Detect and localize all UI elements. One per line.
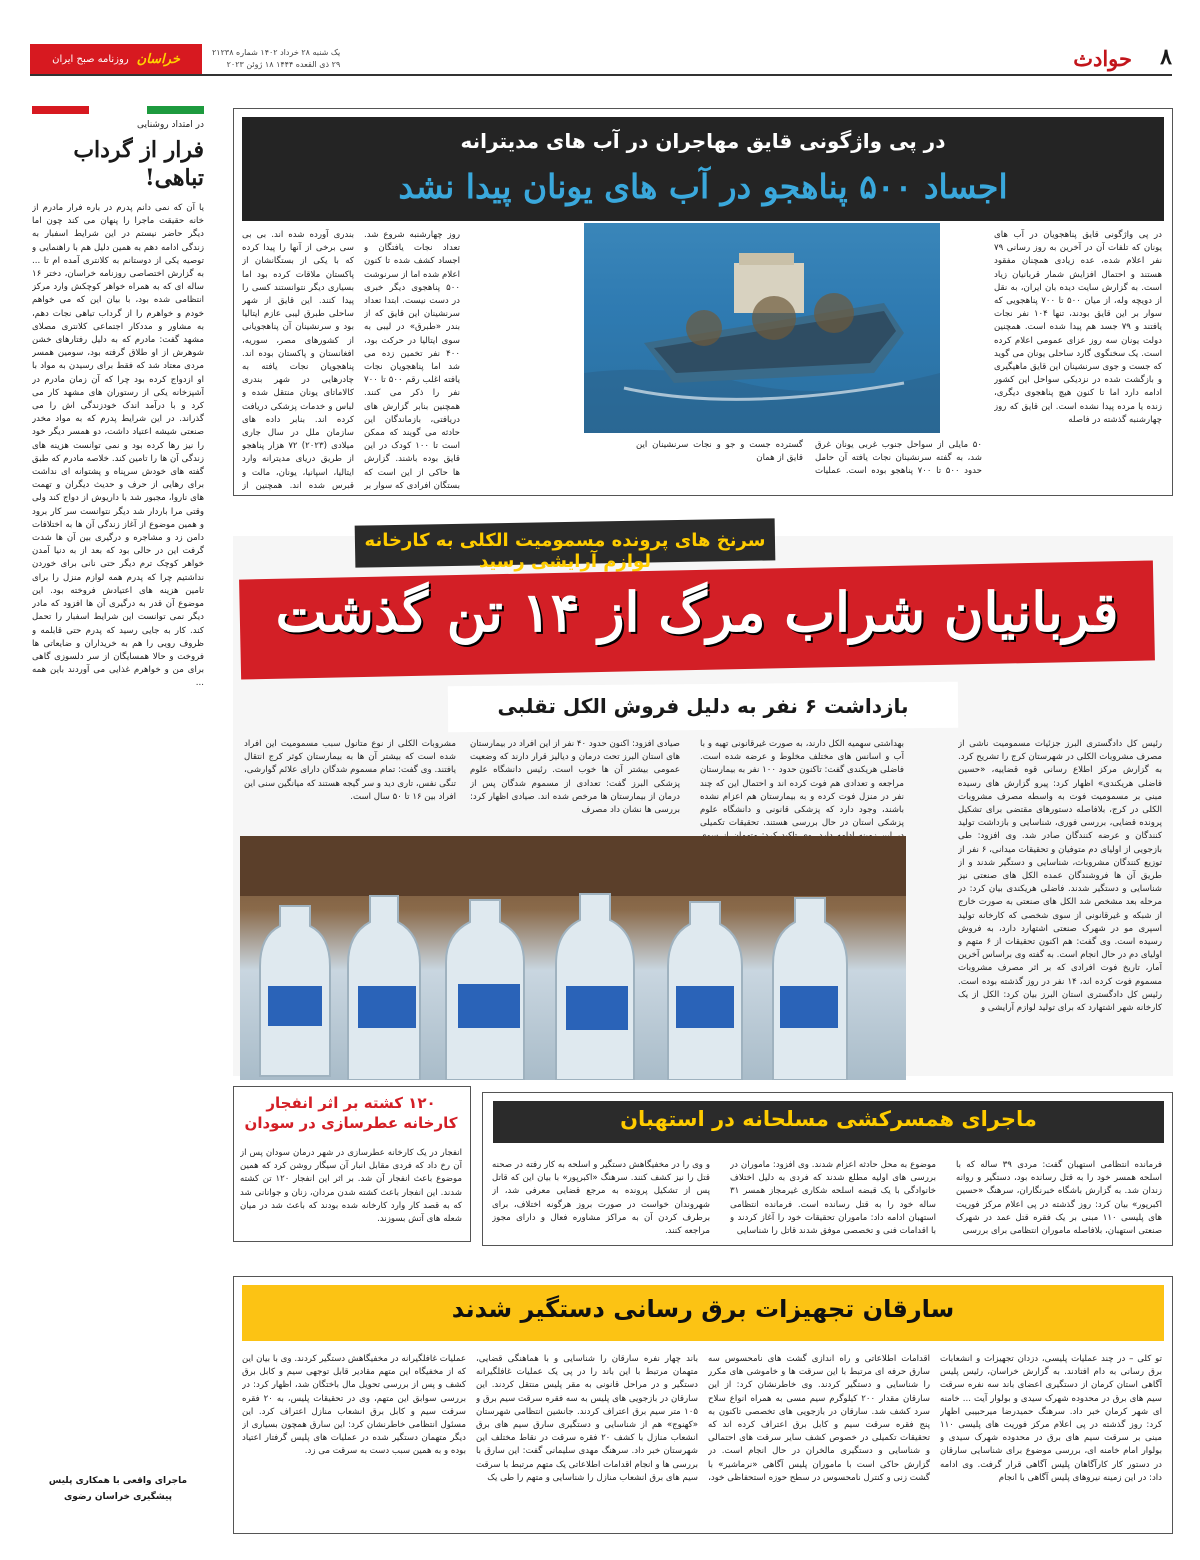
story-spousal-murder [482, 1092, 1173, 1246]
story2-col-4: مشروبات الکلی از نوع متانول سبب مسمومیت این افراد شده است که بیشتر آن ها به بیمارستان کوثر کرج انتقال یافتند. وی گفت: تمام مسموم شدگان دارای علائم گوارشی، تنگی نفس، تاری دید و سر گیجه هستند که میانگین سنی این افراد بین ۱۶ تا ۵۰ سال است. [244, 739, 456, 802]
story5-col-3: باند چهار نفره سارقان را شناسایی و با هماهنگی قضایی، متهمان مرتبط با این باند را در پی یک عملیات غافلگیرانه دستگیر و در مراحل قانونی به مقر پلیس منتقل کردند. این سارقان در بازجویی های پلیس به سه فقره سرقت سیم برق و ۱۰۵ متر سیم برق اعتراف کردند. جانشین انتظامی شهرستان «کهنوج» هم از شناسایی و دستگیری سارق سیم های برق انشعاب منازل با کشف ۲۰ فقره سرقت در نقاط مختلف این شهرستان خبر داد. سرهنگ مهدی سلیمانی گفت: این سارق با بررسی ها و انجام اقدامات اطلاعاتی یک متهم مرتبط با سرقت سیم های برق انشعاب منازل را شناسایی و متهم را طی یک [476, 1354, 698, 1483]
story2-col-2: بهداشتی سهمیه الکل دارند، به صورت غیرقانونی تهیه و با آب و اسانس های مختلف مخلوط و عرضه شده است. فاضلی هریکندی گفت: تاکنون حدود ۱۰۰ نفر به بیمارستان مراجعه و تعدادی هم فوت کرده اند و احتمال این که چند نفر در منزل فوت کرده و به بیمارستان هم اعزام نشده باشند، وجود دارد که پزشکی قانونی و دانشگاه علوم پزشکی استان در حال بررسی هستند. تحقیقات تکمیلی [700, 739, 904, 829]
story2-headline: قربانیان شراب مرگ از ۱۴ تن گذشت [275, 580, 1119, 644]
story5-col-4: عملیات غافلگیرانه در مخفیگاهش دستگیر کردند. وی با بیان این که از مخفیگاه این متهم مقادیر قابل توجهی سیم و کابل برق کشف و پس از بررسی تحویل مال باختگان شد، اظهار کرد: در بررسی سوابق این متهم، وی در تحقیقات پلیس، به ۲۰ فقره سرقت سیم و کابل برق انشعاب منازل اعتراف کرد. این مسئول انتظامی خاطرنشان کرد: این سارق همچون بسیاری از دیگر متهمان دستگیر شده در عملیات های پلیس گرفتار اعتیاد بوده و به همین سبب دست به سرقت می زد. [242, 1354, 466, 1457]
side-title: فرار از گرداب تباهی! [73, 137, 204, 191]
page-header [30, 44, 1172, 76]
logo-tagline: روزنامه صبح ایران [52, 53, 129, 65]
story3-col-3: و وی را در مخفیگاهش دستگیر و اسلحه به کار رفته در صحنه قتل را نیز کشف کنند. سرهنگ «اکبرپور» با بیان این که قاتل پس از تشکیل پرونده به مرجع قضایی معرفی شد، از شهروندان خواست در صورت بروز هرگونه اختلاف، برای برطرف کردن آن به مراکز مشاوره فعال و دارای مجوز مراجعه کنند. [492, 1160, 710, 1237]
story1-col-4: بندری آورده شده اند. بی بی سی برخی از آنها را پیدا کرده که با یکی از بستگانشان از پاکستان ملاقات کرده بود اما بسیاری دیگر نتوانستند کسی را پیدا کنند. این قایق از شهر ساحلی طبرق لیبی عازم ایتالیا بود و سرنشینان آن پناهجویانی از کشورهای مصر، سوریه، افغانستان و پاکستان بوده اند. پناهجویان نجات یافته به چادرهایی در شهر بندری کالاماتای یونان منتقل شده و لباس و خدمات پزشکی دریافت کرده اند. بنابر داده های سازمان ملل در سال جاری میلادی (۲۰۲۳) ۷۲ هزار پناهجو از طریق دریای مدیترانه وارد ایتالیا، اسپانیا، یونان، مالت و قبرس شده اند. همچنین از [242, 230, 354, 491]
story2-subhead: بازداشت ۶ نفر به دلیل فروش الکل تقلبی [497, 694, 909, 718]
date-line-1: یک شنبه ۲۸ خرداد ۱۴۰۲ شماره ۲۱۲۳۸ [212, 48, 341, 57]
story-migrant-boat [233, 108, 1173, 496]
story2-col-3: صیادی افزود: اکنون حدود ۴۰ نفر از این افراد در بیمارستان های استان البرز تحت درمان و دیالیز قرار دارند که وضعیت عمومی بیشتر آن ها خوب است. رئیس دانشگاه علوم پزشکی البرز گفت: تعدادی از مسموم شدگان پس از درمان از بیمارستان ها مرخص شده اند. صیادی اظهار کرد: بررسی ها نشان داد مصرف [470, 739, 680, 816]
story1-col-1: در پی واژگونی قایق پناهجویان در آب های یونان که تلفات آن در آخرین به روز رسانی ۷۹ نفر اعلام شده، عده زیادی همچنان مفقود هستند و احتمال افزایش شمار قربانیان زیاد است. به گزارش سایت دیده بان ایران، به نقل از دویچه وله، از میان ۵۰۰ تا ۷۰۰ پناهجویی که سوار بر این قایق بودند، تنها ۱۰۴ نفر نجات یافتند و ۷۹ جسد هم پیدا شده است. همچنین دولت یونان سه روز عزای عمومی اعلام کرده است. یک سخنگوی گارد ساحلی یونان می گوید که جست و جوی سرنشینان این قایق ماهیگیری و بازگشت شده در نزدیکی سواحل این کشور ادامه دارد اما تا کنون هیچ پناهجوی دیگری، زنده یا مرده پیدا نشده است. این قایق که روز چهارشنبه گذشته در فاصله [994, 230, 1162, 425]
story1-headline: اجساد ۵۰۰ پناهجو در آب های یونان پیدا نشد [398, 167, 1008, 206]
side-column [32, 108, 204, 1528]
story2-kicker: سرنخ های پرونده مسمومیت الکلی به کارخانه لوازم آرایشی رسید [364, 530, 766, 572]
boat-illustration [584, 223, 940, 433]
side-kicker: در امتداد روشنایی [136, 120, 204, 130]
story5-col-2: اقدامات اطلاعاتی و راه اندازی گشت های نامحسوس سه سارق حرفه ای مرتبط با این سرقت ها و خاموشی های مکرر را شناسایی و دستگیر کردند. وی خاطرنشان کرد: از این سارقان مقدار ۲۰۰ کیلوگرم سیم مسی به همراه انواع سلاح سرد کشف شد. سارقان در بازجویی های تخصصی تاکنون به پنج فقره سرقت سیم و کابل برق اعتراف کرده اند که تحقیقات تکمیلی در خصوص کشف سایر سرقت های احتمالی و شناسایی و دستگیری مالخران در حال انجام است. در گزارش حاکی است با ماموران پلیس آگاهی «نرماشیر» با گشت زنی و کنترل نامحسوس در سطح حوزه استحفاظی خود، [708, 1354, 930, 1483]
side-body: یا آن که نمی دانم پدرم در باره فرار مادرم از خانه حقیقت ماجرا را پنهان می کند چون اما دیگر حاضر نیستم در این شرایط اسفبار به زندگی ادامه دهم به همین دلیل هم با راهنمایی و توصیه یکی از دوستانم به کلانتری آمده ام تا ... به گزارش اختصاصی روزنامه خراسان، دختر ۱۶ ساله ای که به همراه خواهر کوچکش وارد مرکز انتظامی شده بود، با بیان این که می خواهم خودم و خواهرم را از گرداب تباهی نجات دهم، به مشاور و مددکار اجتماعی کلانتری مصلای مشهد گفت: مادرم که به دلیل رفتارهای خشن شوهرش از او طلاق گرفته بود، سومین همسر مردی معتاد شد که فقط برای رسیدن به مواد با او ازدواج کرده بود چرا که آن زمان مادرم در آشپزخانه یکی از رستوران های مشهد کار می کرد و با درآمد اندک خودزندگی اش را می گذراند. در این شرایط پدرم که به مواد مخدر صنعتی شیشه اعتیاد داشت، دو همسر دیگر خود را نیز رها کرده بود و نمی توانست هزینه های زندگی آن ها را تامین کند. خلاصه مادرم که طبق گفته های خودش سرپناه و پشتوانه ای نداشت برای رهایی از حرف و حدیث دیگران و تهمت های ناروا، مجبور شد با داریوش از دواج کند ولی وقتی مرا باردار شد دیگر نتوانست سر کار برود و همین موضوع از آغاز زندگی آن ها به اختلافات دامن زد و مشاجره و درگیری بین آن ها شدت گرفت این در حالی بود که بعد از به دنیا آمدن خواهر کوچک ترم دیگر حتی نانی برای خوردن نداشتیم چرا که پدرم همه لوازم منزل را برای تامین هزینه های اعتیادش فروخته بود. این موضوع آن قدر به درگیری آن ها افزود که مادر دیگر نمی توانست این شرایط اسفبار را تحمل کند. کار به جایی رسید که پدرم حتی قابلمه و ظروف رویی را هم به خریداران و ضایعاتی ها فروخت و حالا همسایگان از سر دلسوزی گاهی برای من و خواهرم غذایی می آوردند باین همه ... [32, 203, 204, 689]
story-power-thieves [233, 1276, 1173, 1534]
bottles-illustration [240, 836, 906, 1080]
story4-headline: ۱۲۰ کشته بر اثر انفجار کارخانه عطرسازی در سودان [244, 1094, 458, 1132]
story1-kicker: در پی واژگونی قایق مهاجران در آب های مدیترانه [460, 129, 946, 153]
story1-col-2: ۵۰ مایلی از سواحل جنوب غربی یونان غرق شد، به گفته سرنشینان نجات یافته آن حامل حدود ۵۰۰ تا ۷۰۰ پناهجو بوده است. عملیات گسترده جست و جو و نجات سرنشینان این قایق از همان [636, 440, 982, 477]
story3-headline: ماجرای همسرکشی مسلحانه در استهبان [620, 1107, 1037, 1131]
bottles-photo [240, 836, 906, 1080]
story5-col-1: تو کلی – در چند عملیات پلیسی، دزدان تجهیزات و انشعابات برق رسانی به دام افتادند. به گزارش خراسان، رئیس پلیس آگاهی استان کرمان از دستگیری اعضای باند سه نفره سرقت سیم های برق در محدوده شهرک سیدی و بولوار آیت ... خامنه ای شهر کرمان خبر داد. سرهنگ حمیدرضا میرحبیبی اظهار کرد: روز گذشته در پی اعلام مرکز فوریت های پلیسی ۱۱۰ مبنی بر سرقت سیم های برق در محدوده شهرک سیدی و بولوار امام خامنه ای، بررسی موضوع برای شناسایی سارقان در دستور کار کارآگاهان پلیس آگاهی قرار گرفت. وی ادامه داد: در این زمینه نیروهای پلیس آگاهی با انجام [940, 1354, 1162, 1483]
story-sudan-explosion [233, 1086, 471, 1242]
section-title: حوادث [1073, 46, 1132, 71]
story2-col-1: رئیس کل دادگستری البرز جزئیات مسمومیت ناشی از مصرف مشروبات الکلی در شهرستان کرج را تشریح کرد. به گزارش مرکز اطلاع رسانی قوه قضاییه، «حسین فاضلی هریکندی» اظهار کرد: پیرو گزارش های رسیده مبنی بر مسمومیت فوت به واسطه مصرف مشروبات الکلی در کرج، بلافاصله دستورهای مقتضی برای تشکیل پرونده قضایی، بررسی فوری، شناسایی و بازداشت تولید کنندگان و عرضه کنندگان صادر شد. وی افزود: طی بازجویی از اولیای دم متوفیان و تحقیقات میدانی، ۶ نفر از توزیع کنندگان مشروبات، شناسایی و دستگیر شدند و از طریق آن ها فروشندگان عمده الکل های صنعتی نیز شناسایی و دستگیر شدند. فاضلی هریکندی بیان کرد: در مرحله بعد مشخص شد الکل های صنعتی به صورت خارج از شبکه و غیرقانونی از سوی شخصی که کارخانه تولید اسپری مو در شهرک صنعتی اشتهارد دارد، به فروش رسیده است. وی گفت: هم اکنون تحقیقات از ۶ متهم و اولیای دم در حال انجام است. به گفته وی براساس آخرین آمار، تاریخ فوت افرادی که بر اثر مصرف مشروبات مسموم فوت کرده اند، ۱۴ نفر در روز گذشته بوده است. رئیس کل دادگستری استان البرز بیان کرد: الکل از یک کارخانه شهر اشتهارد که برای تولید لوازم آرایشی و [958, 739, 1162, 1014]
boat-photo [584, 223, 940, 433]
story4-body: انفجار در یک کارخانه عطرسازی در شهر درمان سودان پس از آن رخ داد که فردی مقابل انبار آن سیگار روشن کرد که همین موضوع باعث انفجار آن شد. بر اثر این انفجار ۱۲۰ تن کشته شدند. این انفجار باعث کشته شدن مردان، زنان و جوانانی شد که به قصد کار وارد کارخانه شده بودند که باعث شد در میان شعله های آتش بسوزند. [240, 1148, 462, 1225]
story5-headline: سارقان تجهیزات برق رسانی دستگیر شدند [451, 1295, 955, 1323]
date-line-2: ۲۹ ذی القعده ۱۴۴۴ ۱۸ ژوئن ۲۰۲۳ [226, 60, 341, 69]
page-number: ۸ [1160, 44, 1172, 70]
story1-col-3: روز چهارشنبه شروع شد. تعداد نجات یافتگان و اجساد کشف شده تا کنون اعلام شده اما از سرنوشت ۵۰۰ پناهجوی دیگر خبری در دست نیست. ابتدا تعداد سرنشینان این قایق که از بندر «طبرق» در لیبی به سوی ایتالیا در حرکت بود، ۴۰۰ نفر تخمین زده می شد اما پناهجویان نجات یافته اغلب رقم ۵۰۰ تا ۷۰۰ نفر را ذکر می کنند. همچنین بنابر گزارش های دریافتی، بازماندگان این حادثه می گویند که ممکن است تا ۱۰۰ کودک در این قایق بوده باشند. گزارش ها حاکی از این است که بستگان افرادی که سوار بر [364, 230, 460, 491]
side-footer-line-1: ماجرای واقعی با همکاری پلیس [48, 1476, 188, 1486]
issue-dates [212, 47, 340, 71]
story3-col-1: فرمانده انتظامی استهبان گفت: مردی ۳۹ ساله که با اسلحه همسر خود را به قتل رسانده بود، دستگیر و روانه زندان شد. به گزارش باشگاه خبرنگاران، سرهنگ «حسین اکبرپور» بیان کرد: روز گذشته در پی اعلام مرکز فوریت های پلیسی ۱۱۰ مبنی بر یک فقره قتل عمد در شهرک صنعتی استهبان، بلافاصله ماموران انتظامی برای بررسی [956, 1160, 1162, 1237]
logo-name: خراسان [136, 51, 180, 67]
story1-header-band [242, 117, 1164, 221]
story3-col-2: موضوع به محل حادثه اعزام شدند. وی افزود: ماموران در بررسی های اولیه مطلع شدند که فردی به دلیل اختلاف خانوادگی با یک قبضه اسلحه شکاری غیرمجاز همسر ۳۱ ساله خود را به قتل رسانده است. فرمانده انتظامی استهبان ادامه داد: ماموران تحقیقات خود را آغاز کردند و با اقدامات فنی و تخصصی موفق شدند قاتل را شناسایی [730, 1160, 936, 1237]
newspaper-logo [30, 44, 202, 74]
side-footer-line-2: پیشگیری خراسان رضوی [63, 1492, 173, 1502]
